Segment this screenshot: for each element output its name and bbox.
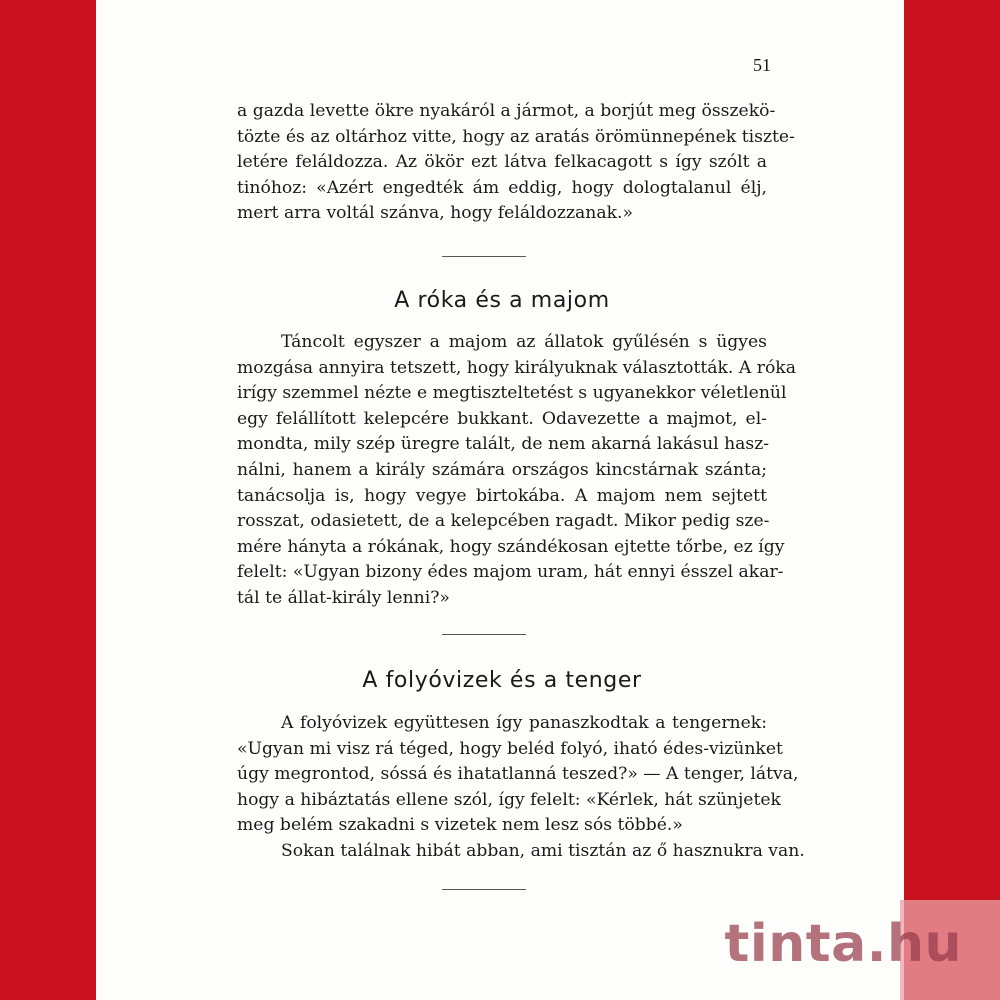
text-line: mert arra voltál szánva, hogy feláldozzanak.» (237, 203, 633, 224)
text-line: tözte és az oltárhoz vitte, hogy az aratás örömünnepének tiszte- (237, 126, 795, 147)
text-line: egy felállított kelepcére bukkant. Odavezette a majmot, el- (237, 408, 767, 429)
text-line: «Ugyan mi visz rá téged, hogy beléd folyó, iható édes-vizünket (237, 738, 783, 759)
text-line: a gazda levette ökre nyakáról a jármot, a borjút meg összekö- (237, 101, 776, 121)
text-line: felelt: «Ugyan bizony édes majom uram, hát ennyi ésszel akar- (237, 562, 784, 583)
text-line: meg belém szakadni s vizetek nem lesz sós többé.» (237, 815, 683, 836)
fable-roka-majom-text (237, 330, 796, 612)
fable-continuation-text (237, 99, 795, 227)
text-line: nálni, hanem a király számára országos kincstárnak szánta; (237, 459, 767, 480)
text-line: mondta, mily szép üregre talált, de nem akarná lakásul hasz- (237, 434, 770, 455)
text-line: hogy a hibáztatás ellene szól, így felelt: «Kérlek, hát szünjetek (237, 789, 781, 810)
text-line: rosszat, odasietett, de a kelepcében ragadt. Mikor pedig sze- (237, 511, 770, 532)
section-divider (442, 634, 526, 635)
text-line: úgy megrontod, sóssá és ihatatlanná teszed?» — A tenger, látva, (237, 764, 799, 785)
text-line: A folyóvizek együttesen így panaszkodtak a tengernek: (281, 713, 767, 733)
fable-folyovizek-tenger-text (237, 711, 805, 865)
page-number: 51 (753, 55, 771, 75)
text-line: mére hányta a rókának, hogy szándékosan ejtette tőrbe, ez így (237, 536, 785, 557)
text-line: letére feláldozza. Az ökör ezt látva felkacagott s így szólt a (237, 152, 767, 173)
section-title-roka-majom: A róka és a majom (394, 288, 610, 313)
section-title-folyovizek-tenger: A folyóvizek és a tenger (362, 668, 642, 693)
text-line: tanácsolja is, hogy vegye birtokába. A majom nem sejtett (237, 485, 767, 506)
text-line: irígy szemmel nézte e megtiszteltetést s ugyanekkor véletlenül (237, 383, 787, 404)
moral-line: Sokan találnak hibát abban, ami tisztán az ő hasznukra van. (281, 840, 805, 861)
watermark-logo-text: tinta.hu (724, 914, 962, 974)
text-line: tál te állat-király lenni?» (237, 587, 450, 608)
text-line: tinóhoz: «Azért engedték ám eddig, hogy dologtalanul élj, (237, 177, 767, 198)
section-divider (442, 889, 526, 890)
text-line: mozgása annyira tetszett, hogy királyuknak választották. A róka (237, 357, 796, 378)
section-divider (442, 256, 526, 257)
text-line: Táncolt egyszer a majom az állatok gyűlésén s ügyes (281, 332, 767, 352)
book-page (96, 0, 904, 1000)
